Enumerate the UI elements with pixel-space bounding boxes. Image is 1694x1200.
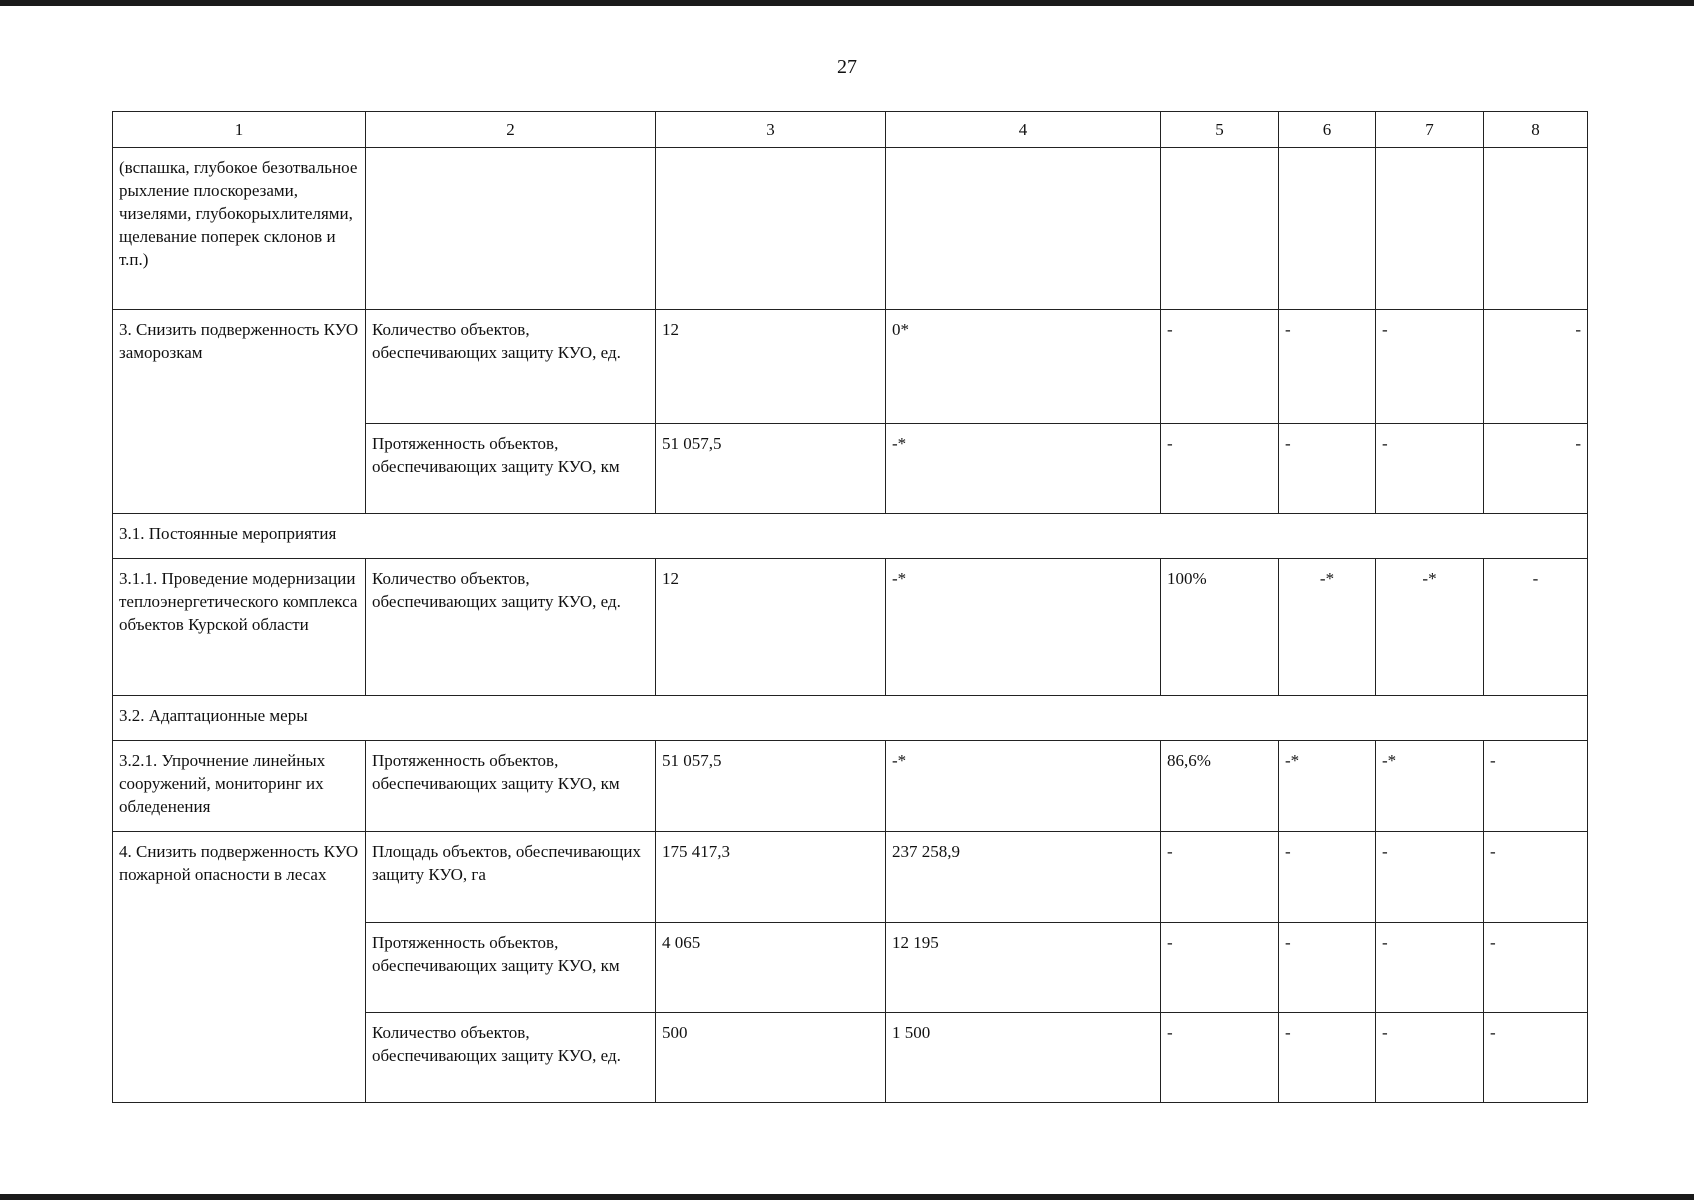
indicator-cell: Протяженность объектов, обеспечивающих защиту КУО, км [366, 741, 656, 832]
column-header: 4 [886, 112, 1161, 148]
column-header: 1 [113, 112, 366, 148]
value-cell: - [1376, 923, 1484, 1013]
section-row [113, 696, 1588, 741]
value-cell: - [1161, 1013, 1279, 1103]
value-cell: - [1161, 310, 1279, 424]
table-row [113, 310, 1588, 424]
section-row [113, 514, 1588, 559]
value-cell: -* [1376, 559, 1484, 696]
value-cell: - [1161, 832, 1279, 923]
column-header: 6 [1279, 112, 1376, 148]
table-row [113, 741, 1588, 832]
data-table [112, 111, 1588, 1103]
value-cell: - [1161, 923, 1279, 1013]
value-cell: 500 [656, 1013, 886, 1103]
value-cell: -* [886, 559, 1161, 696]
column-header: 2 [366, 112, 656, 148]
value-cell [1161, 148, 1279, 310]
value-cell: - [1376, 1013, 1484, 1103]
indicator-cell: Протяженность объектов, обеспечивающих защиту КУО, км [366, 424, 656, 514]
value-cell: - [1279, 310, 1376, 424]
table-row [113, 148, 1588, 310]
indicator-cell: Количество объектов, обеспечивающих защиту КУО, ед. [366, 559, 656, 696]
value-cell: - [1484, 559, 1588, 696]
value-cell: - [1279, 424, 1376, 514]
task-cell: 3. Снизить подверженность КУО заморозкам [113, 310, 366, 514]
value-cell: 100% [1161, 559, 1279, 696]
value-cell: -* [1279, 559, 1376, 696]
task-cell: 3.1.1. Проведение модернизации теплоэнергетического комплекса объектов Курской области [113, 559, 366, 696]
value-cell [886, 148, 1161, 310]
value-cell: - [1161, 424, 1279, 514]
task-cell: 3.2.1. Упрочнение линейных сооружений, мониторинг их обледенения [113, 741, 366, 832]
value-cell: 51 057,5 [656, 741, 886, 832]
value-cell: - [1484, 1013, 1588, 1103]
value-cell: -* [1376, 741, 1484, 832]
value-cell: -* [886, 424, 1161, 514]
column-header: 3 [656, 112, 886, 148]
section-label: 3.1. Постоянные мероприятия [113, 514, 1588, 559]
indicator-cell [366, 148, 656, 310]
column-header: 8 [1484, 112, 1588, 148]
value-cell: - [1484, 424, 1588, 514]
scan-border-bottom [0, 1194, 1694, 1200]
value-cell: - [1376, 832, 1484, 923]
value-cell: 175 417,3 [656, 832, 886, 923]
value-cell: - [1484, 741, 1588, 832]
value-cell: 0* [886, 310, 1161, 424]
value-cell: - [1484, 832, 1588, 923]
column-header: 5 [1161, 112, 1279, 148]
table-row [113, 832, 1588, 923]
value-cell: 1 500 [886, 1013, 1161, 1103]
value-cell: 51 057,5 [656, 424, 886, 514]
value-cell: 237 258,9 [886, 832, 1161, 923]
task-cell: 4. Снизить подверженность КУО пожарной опасности в лесах [113, 832, 366, 1103]
value-cell: 12 [656, 559, 886, 696]
value-cell: - [1484, 923, 1588, 1013]
value-cell: - [1376, 310, 1484, 424]
column-header: 7 [1376, 112, 1484, 148]
value-cell: - [1279, 923, 1376, 1013]
section-label: 3.2. Адаптационные меры [113, 696, 1588, 741]
value-cell: - [1279, 832, 1376, 923]
value-cell [656, 148, 886, 310]
value-cell: 12 [656, 310, 886, 424]
value-cell [1376, 148, 1484, 310]
value-cell: 12 195 [886, 923, 1161, 1013]
indicator-cell: Площадь объектов, обеспечивающих защиту КУО, га [366, 832, 656, 923]
indicator-cell: Количество объектов, обеспечивающих защиту КУО, ед. [366, 310, 656, 424]
value-cell: 86,6% [1161, 741, 1279, 832]
page-number: 27 [837, 56, 857, 78]
value-cell: - [1484, 310, 1588, 424]
task-cell: (вспашка, глубокое безотвальное рыхление плоскорезами, чизелями, глубокорыхлителями, щелевание поперек склонов и т.п.) [113, 148, 366, 310]
value-cell: 4 065 [656, 923, 886, 1013]
indicator-cell: Количество объектов, обеспечивающих защиту КУО, ед. [366, 1013, 656, 1103]
value-cell: -* [886, 741, 1161, 832]
value-cell: - [1279, 1013, 1376, 1103]
indicator-cell: Протяженность объектов, обеспечивающих защиту КУО, км [366, 923, 656, 1013]
value-cell [1279, 148, 1376, 310]
value-cell: -* [1279, 741, 1376, 832]
scan-border-top [0, 0, 1694, 6]
table-header-row [113, 112, 1588, 148]
table-row [113, 559, 1588, 696]
value-cell [1484, 148, 1588, 310]
value-cell: - [1376, 424, 1484, 514]
